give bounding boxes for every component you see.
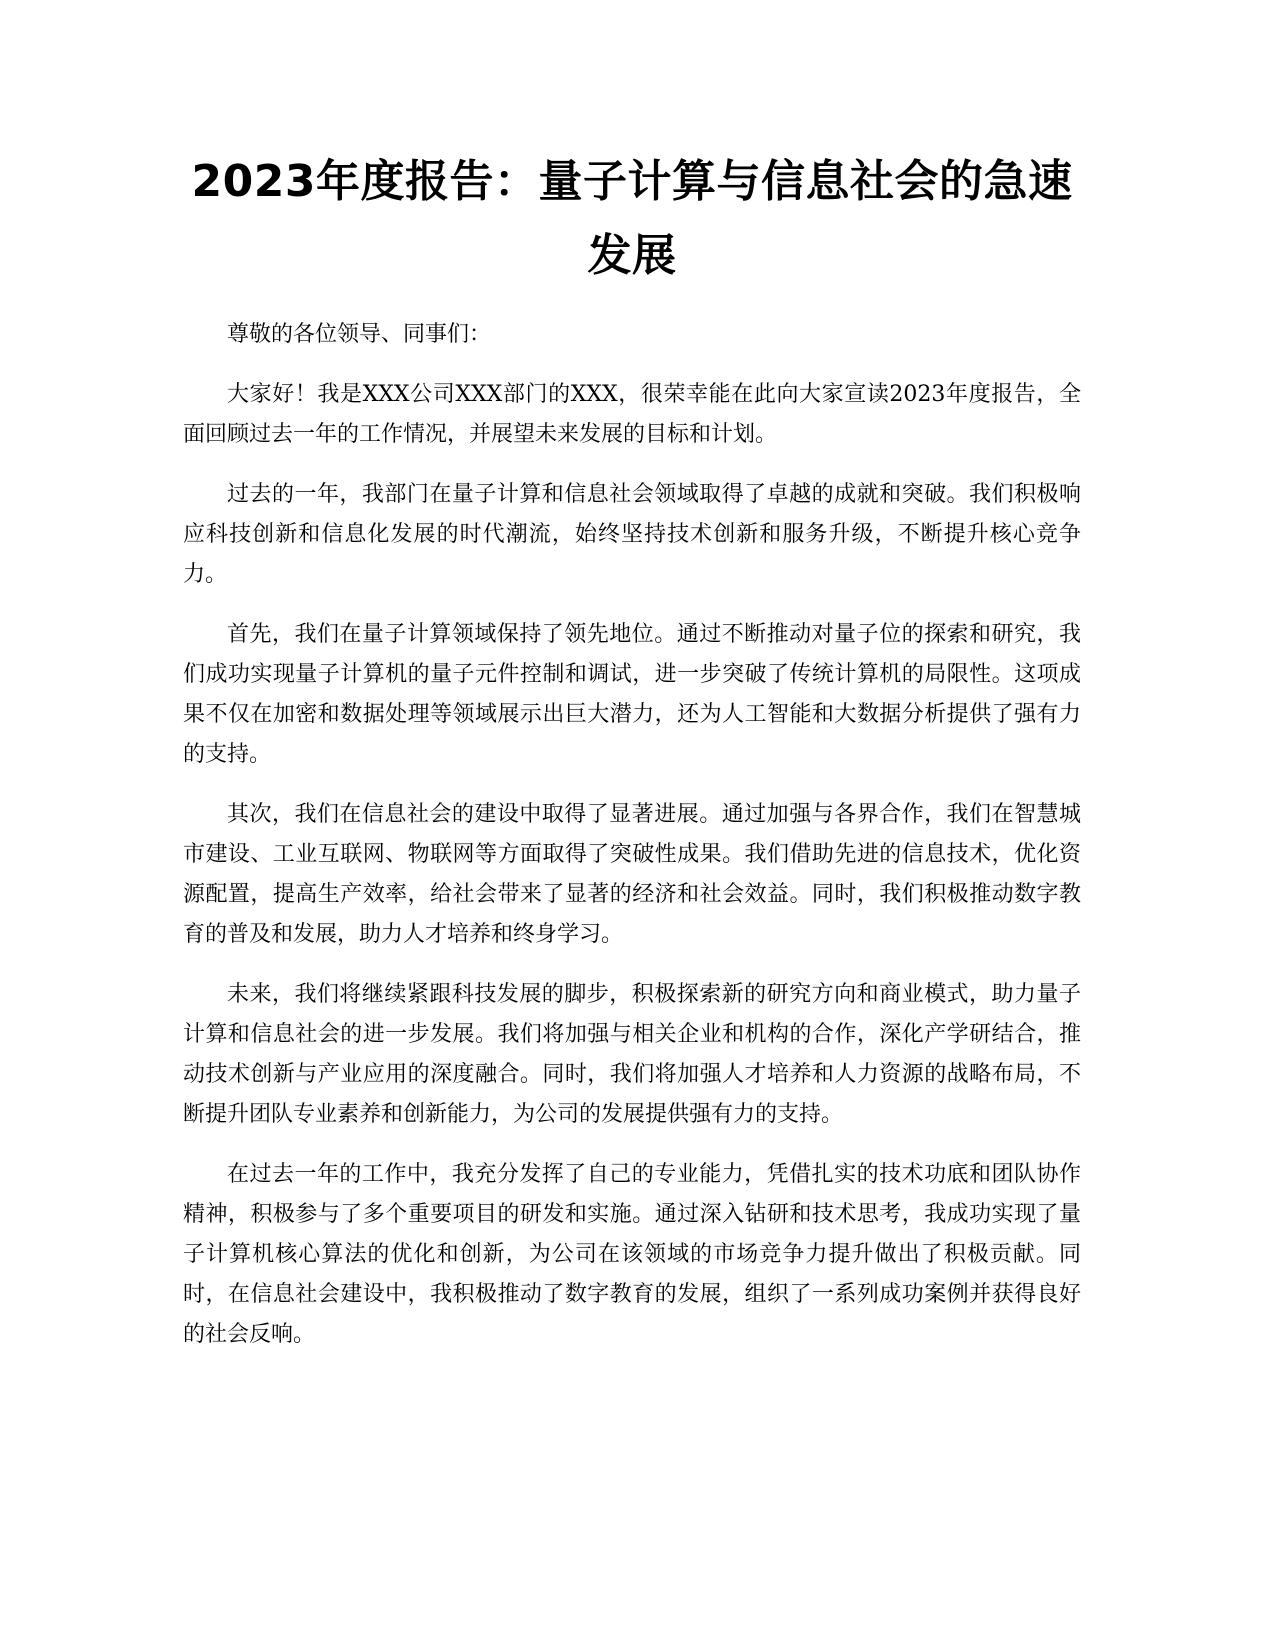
document-body (183, 315, 1081, 1355)
paragraph-greeting: 大家好！我是XXX公司XXX部门的XXX，很荣幸能在此向大家宣读2023年度报告，全面回顾过去一年的工作情况，并展望未来发展的目标和计划。 (183, 382, 1081, 447)
paragraph-quantum-computing: 首先，我们在量子计算领域保持了领先地位。通过不断推动对量子位的探索和研究，我们成功实现量子计算机的量子元件控制和调试，进一步突破了传统计算机的局限性。这项成果不仅在加密和数据处理等领域展示出巨大潜力，还为人工智能和大数据分析提供了强有力的支持。 (183, 622, 1081, 767)
paragraph-salutation: 尊敬的各位领导、同事们： (227, 322, 492, 347)
document-title-line-1: 2023年度报告：量子计算与信息社会的急速 (191, 156, 1073, 207)
document-page (183, 0, 1081, 1650)
paragraph-personal-work: 在过去一年的工作中，我充分发挥了自己的专业能力，凭借扎实的技术功底和团队协作精神，积极参与了多个重要项目的研发和实施。通过深入钻研和技术思考，我成功实现了量子计算机核心算法的优化和创新，为公司在该领域的市场竞争力提升做出了积极贡献。同时，在信息社会建设中，我积极推动了数字教育的发展，组织了一系列成功案例并获得良好的社会反响。 (183, 1162, 1081, 1347)
document-title (183, 145, 1081, 293)
paragraph-future: 未来，我们将继续紧跟科技发展的脚步，积极探索新的研究方向和商业模式，助力量子计算和信息社会的进一步发展。我们将加强与相关企业和机构的合作，深化产学研结合，推动技术创新与产业应用的深度融合。同时，我们将加强人才培养和人力资源的战略布局，不断提升团队专业素养和创新能力，为公司的发展提供强有力的支持。 (183, 982, 1081, 1127)
paragraph-information-society: 其次，我们在信息社会的建设中取得了显著进展。通过加强与各界合作，我们在智慧城市建设、工业互联网、物联网等方面取得了突破性成果。我们借助先进的信息技术，优化资源配置，提高生产效率，给社会带来了显著的经济和社会效益。同时，我们积极推动数字教育的普及和发展，助力人才培养和终身学习。 (183, 802, 1081, 947)
paragraph-past-year: 过去的一年，我部门在量子计算和信息社会领域取得了卓越的成就和突破。我们积极响应科技创新和信息化发展的时代潮流，始终坚持技术创新和服务升级，不断提升核心竞争力。 (183, 482, 1081, 587)
document-title-line-2: 发展 (587, 230, 677, 281)
